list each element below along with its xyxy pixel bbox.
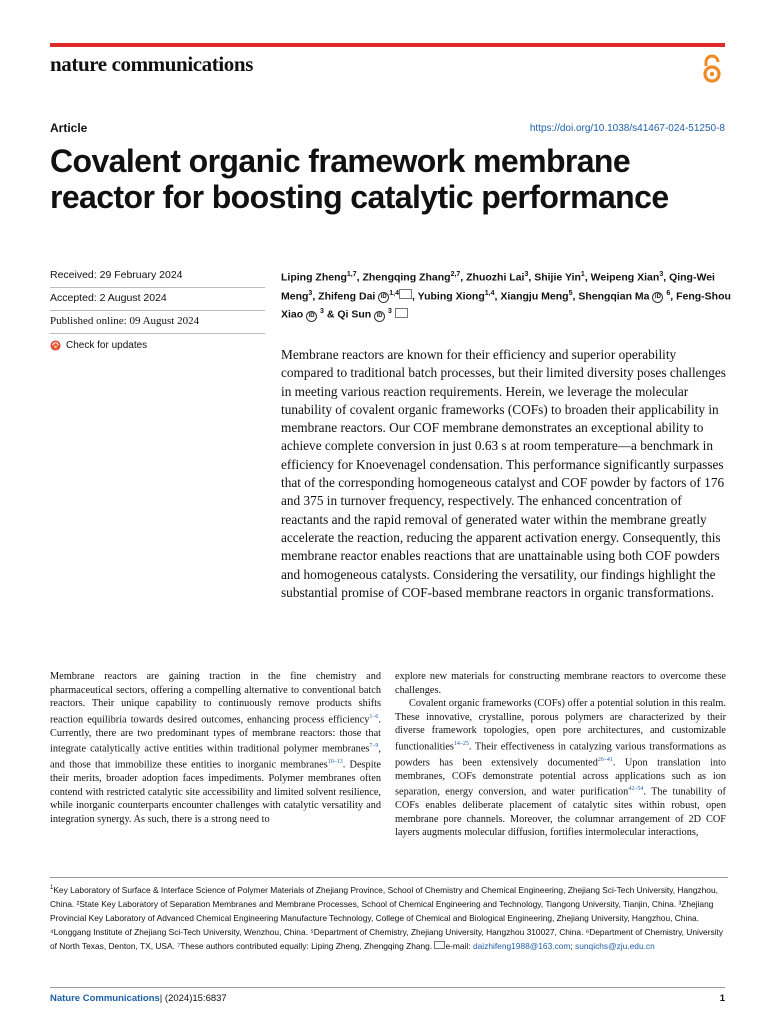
check-updates-label: Check for updates xyxy=(66,340,148,351)
check-updates-icon xyxy=(50,340,61,351)
footer-citation: | (2024)15:6837 xyxy=(159,993,227,1004)
orcid-icon[interactable]: iD xyxy=(306,311,317,322)
journal-name: nature communications xyxy=(50,52,253,76)
citation-ref[interactable]: 14–25 xyxy=(453,740,469,747)
orcid-icon[interactable]: iD xyxy=(378,292,389,303)
author: Yubing Xiong xyxy=(417,290,485,302)
citation-ref[interactable]: 7–9 xyxy=(369,743,379,750)
article-type: Article xyxy=(50,121,88,135)
author-list: Liping Zheng$^{1,7}$, Zhengqing Zhang$^{2,7}$, Zhuozhi Lai$^3$, Shijie Yin$^1$, Weipeng Xian$^3$, Qing-Wei Meng$^3$, Zhifeng Dai iD$^{1,4}$ , Yubing Xiong$^{1,4}$, Xiangju Meng$^5$, Shengqian Ma iD $^6$, Feng-Shou Xiao iD $^3$ & Qi Sun iD $^3$ xyxy=(281,271,731,321)
author: Zhengqing Zhang xyxy=(362,271,451,284)
affiliations-footnote: $^1$Key Laboratory of Surface & Interface Science of Polymer Materials of Zhejiang Province, School of Chemistry and Chemical Engineering, Zhejiang Sci-Tech University, Hangzhou, China. ²State Key Laboratory of Separation Membranes and Membrane Processes, School of Chemical Engineering and Technology, Tiangong University, Tianjin, China. ³Zhejiang Provincial Key Laboratory of Advanced Chemical Engineering Manufacture Technology, College of Chemical and Biological Engineering, Zhejiang University, Hangzhou, China. ⁴Longgang Institute of Zhejiang Sci-Tech University, Wenzhou, China. ⁵Department of Chemistry, Zhejiang University, Hangzhou 310027, China. ⁶Department of Chemistry, University of North Texas, Denton, TX, USA. ⁷These authors contributed equally: Liping Zheng, Zhengqing Zhang. e-mail: daizhifeng1988@163.com; sunqichs@zju.edu.cn xyxy=(50,877,728,953)
author: Qing-Wei Meng xyxy=(281,271,715,302)
author: Weipeng Xian xyxy=(590,271,660,284)
email-link[interactable]: sunqichs@zju.edu.cn xyxy=(575,940,655,951)
email-icon[interactable] xyxy=(399,289,412,299)
top-accent-bar xyxy=(50,43,725,47)
citation-ref[interactable]: 42–54 xyxy=(628,786,644,793)
check-updates-button[interactable] xyxy=(50,334,265,351)
email-icon[interactable] xyxy=(395,308,408,318)
citation-ref[interactable]: 1–6 xyxy=(369,713,379,720)
page-footer xyxy=(50,987,725,1004)
author: Shijie Yin xyxy=(534,271,581,284)
author: Liping Zheng xyxy=(281,271,347,284)
email-link[interactable]: daizhifeng1988@163.com xyxy=(472,940,571,951)
page-number: 1 xyxy=(719,993,725,1004)
abstract: Membrane reactors are known for their efficiency and superior operability compared to traditional batch processes, but their limited diversity poses challenges in meeting various reaction requirements. Herein, we leverage the molecular tunability of covalent organic frameworks (COFs) to broaden their applicability in membrane reactors. Our COF membrane demonstrates an exceptional ability to achieve complete conversion in just 0.63 s at room temperature—a benchmark in efficiency for Knoevenagel condensation. This performance significantly surpasses that of the corresponding homogeneous catalyst and COF powder by factors of 176 and 375 in turnover frequency, respectively. The enhanced concentration of reactants and the rapid removal of generated water within the membrane greatly accelerate the reaction, reducing the apparent activation energy. Consequently, this membrane reactor enables reactions that are unattainable using both COF powders and homogeneous catalysts. Considering the versatility, our findings highlight the substantial promise of COF-based membrane reactors in organic transformations. xyxy=(281,347,726,600)
dates-panel xyxy=(50,265,265,351)
body-column-left: Membrane reactors are gaining traction in the fine chemistry and pharmaceutical sectors, offering a compelling alternative to conventional batch reactors. Their unique capability to continuously remove products shifts reaction equilibria towards desired outcomes, enhancing process efficiency$^{1-6}$. Currently, there are two predominant types of membrane reactors: those that integrate catalytically active entities within traditional polymer membranes$^{7-9}$, and those that immobilize these entities to inorganic membranes$^{10-13}$. Despite their merits, broader adoption faces impediments. Polymer membranes often contend with restricted catalytic site accessibility and limited solvent resilience, while inorganic counterparts encounter challenges with catalytic versatility and integration synergy. As such, there is a strong need to xyxy=(50,671,381,825)
article-title: Covalent organic framework membrane reactor for boosting catalytic performance xyxy=(50,143,669,215)
citation-ref[interactable]: 26–41 xyxy=(597,756,613,763)
published-date: Published online: 09 August 2024 xyxy=(50,311,265,334)
author: Zhifeng Dai xyxy=(318,290,376,302)
orcid-icon[interactable]: iD xyxy=(652,292,663,303)
citation-ref[interactable]: 10–13 xyxy=(327,759,343,766)
author: Zhuozhi Lai xyxy=(466,271,525,284)
doi-link[interactable]: https://doi.org/10.1038/s41467-024-51250-8 xyxy=(529,123,725,134)
open-access-icon xyxy=(700,54,724,84)
body-column-right: explore new materials for constructing membrane reactors to overcome these challenges. Covalent organic frameworks (COFs) offer a potential solution in this realm. These innovative, crystalline, porous polymers are characterized by their diverse framework topologies, open pore architectures, and customizable functionalities$^{14-25}$. Their effectiveness in catalyzing various transformations as powders has been extensively documented$^{26-41}$. Upon translation into membranes, COFs demonstrate potential across applications such as ion separation, energy conversion, and water purification$^{42-54}$. The tunability of COFs enables deliberate placement of catalytic sites within robust, open membrane pore channels. Moreover, the columnar arrangement of 2D COF layers augments molecular diffusion, fortifies intermolecular interactions, xyxy=(395,671,726,839)
author: Shengqian Ma xyxy=(578,290,650,302)
accepted-date: Accepted: 2 August 2024 xyxy=(50,288,265,311)
email-icon xyxy=(434,941,445,949)
footer-journal[interactable]: Nature Communications xyxy=(50,993,160,1004)
author: Xiangju Meng xyxy=(500,290,569,302)
received-date: Received: 29 February 2024 xyxy=(50,265,265,288)
author: Qi Sun xyxy=(337,308,372,321)
author: Feng-Shou Xiao xyxy=(281,290,731,321)
orcid-icon[interactable]: iD xyxy=(374,311,385,322)
